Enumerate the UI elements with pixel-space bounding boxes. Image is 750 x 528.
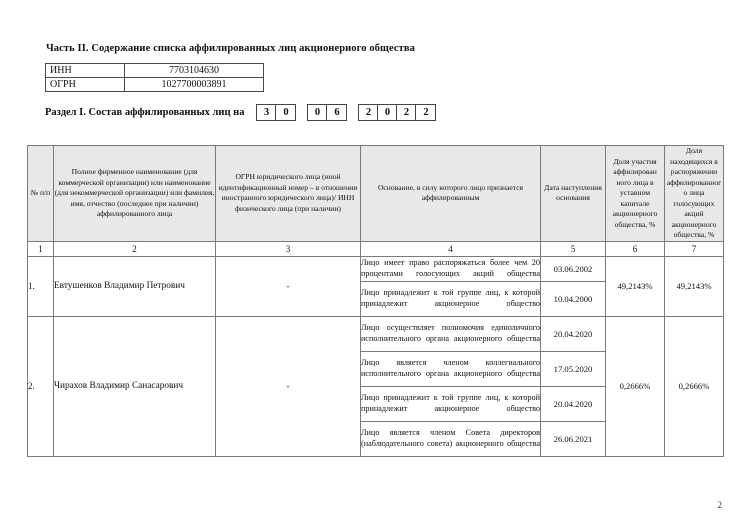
ogrn-label: ОГРН [46, 78, 125, 92]
row-share-votes: 49,2143% [665, 256, 724, 316]
column-number-7: 7 [665, 241, 724, 256]
date-year-digit-4: 2 [423, 107, 429, 118]
row-ground-date: 03.06.2002 [541, 256, 606, 281]
column-number-2: 2 [54, 241, 216, 256]
date-month-group [307, 104, 347, 121]
header-ground: Основание, в силу которого лицо признается аффилированным [361, 146, 541, 242]
column-number-1: 1 [28, 241, 54, 256]
row-ground-text: Лицо осуществляет полномочия единоличного исполнительного органа акционерного общества [361, 316, 541, 351]
affiliated-persons-table [27, 145, 724, 457]
row-index: 1. [28, 256, 54, 316]
date-year-digit-3: 2 [397, 105, 416, 120]
table-row [46, 64, 264, 78]
header-votes: Доля находящихся в распоряжении аффилированног о лица голосующих акций акционерного общества, % [665, 146, 724, 242]
page-title: Часть II. Содержание списка аффилированных лиц акционериого общества [46, 43, 416, 54]
row-ground-text: Лицо является членом Совета директоров (наблюдательного совета) акционерного общества [361, 421, 541, 456]
section-date-line [45, 104, 436, 121]
row-ogrn: - [216, 316, 361, 456]
row-ogrn: - [216, 256, 361, 316]
page-number: 2 [717, 500, 722, 510]
column-number-6: 6 [606, 241, 665, 256]
row-ground-date: 17.05.2020 [541, 351, 606, 386]
row-person-name: Чирахов Владимир Санасарович [54, 316, 216, 456]
row-share-votes: 0,2666% [665, 316, 724, 456]
inn-label: ИНН [46, 64, 125, 78]
date-day-digit-2: 0 [283, 107, 289, 118]
row-ground-date: 20.04.2020 [541, 316, 606, 351]
table-header-row [28, 146, 724, 242]
date-day-digit-1: 3 [257, 105, 276, 120]
header-date: Дата наступления основания [541, 146, 606, 242]
row-ground-text: Лицо принадлежит к той группе лиц, к которой принадлежит акционерное общество [361, 281, 541, 316]
row-share-capital: 49,2143% [606, 256, 665, 316]
section-label: Раздел I. Состав аффилированных лиц на [45, 107, 245, 118]
date-year-digit-2: 0 [378, 105, 397, 120]
inn-value: 7703104630 [125, 64, 264, 78]
date-month-digit-1: 0 [308, 105, 327, 120]
row-index: 2. [28, 316, 54, 456]
row-ground-date: 20.04.2020 [541, 386, 606, 421]
row-ground-text: Лицо принадлежит к той группе лиц, к которой принадлежит акционерное общество [361, 386, 541, 421]
identifiers-table [45, 63, 264, 92]
column-number-3: 3 [216, 241, 361, 256]
row-ground-date: 26.06.2021 [541, 421, 606, 456]
column-number-5: 5 [541, 241, 606, 256]
header-ogrn: ОГРН юридического лица (иной идентификационный номер – в отношении иностранного юридического лица)/ ИНН физического лица (при наличии) [216, 146, 361, 242]
table-row [28, 316, 724, 351]
table-row [46, 78, 264, 92]
row-ground-date: 10.04.2000 [541, 281, 606, 316]
row-share-capital: 0,2666% [606, 316, 665, 456]
date-year-group [358, 104, 436, 121]
date-day-group [256, 104, 296, 121]
row-ground-text: Лицо имеет право распоряжаться более чем 20 процентами голосующих акций общества [361, 256, 541, 281]
row-ground-text: Лицо является членом коллегиального исполнительного органа акционерного общества [361, 351, 541, 386]
table-row [28, 256, 724, 281]
column-number-4: 4 [361, 241, 541, 256]
date-month-digit-2: 6 [334, 107, 340, 118]
header-name: Полное фирменное наименование (для коммерческой организации) или наименование (для некоммерческой организации) или фамилия, имя, отчество (последнее при наличии) аффилированного лица [54, 146, 216, 242]
date-year-digit-1: 2 [359, 105, 378, 120]
header-share: Доля участия аффилирован ного лица в уставном капитале акционерного общества, % [606, 146, 665, 242]
column-number-row [28, 241, 724, 256]
row-person-name: Евтушенков Владимир Петрович [54, 256, 216, 316]
header-index: № п/п [28, 146, 54, 242]
ogrn-value: 1027700003891 [125, 78, 264, 92]
